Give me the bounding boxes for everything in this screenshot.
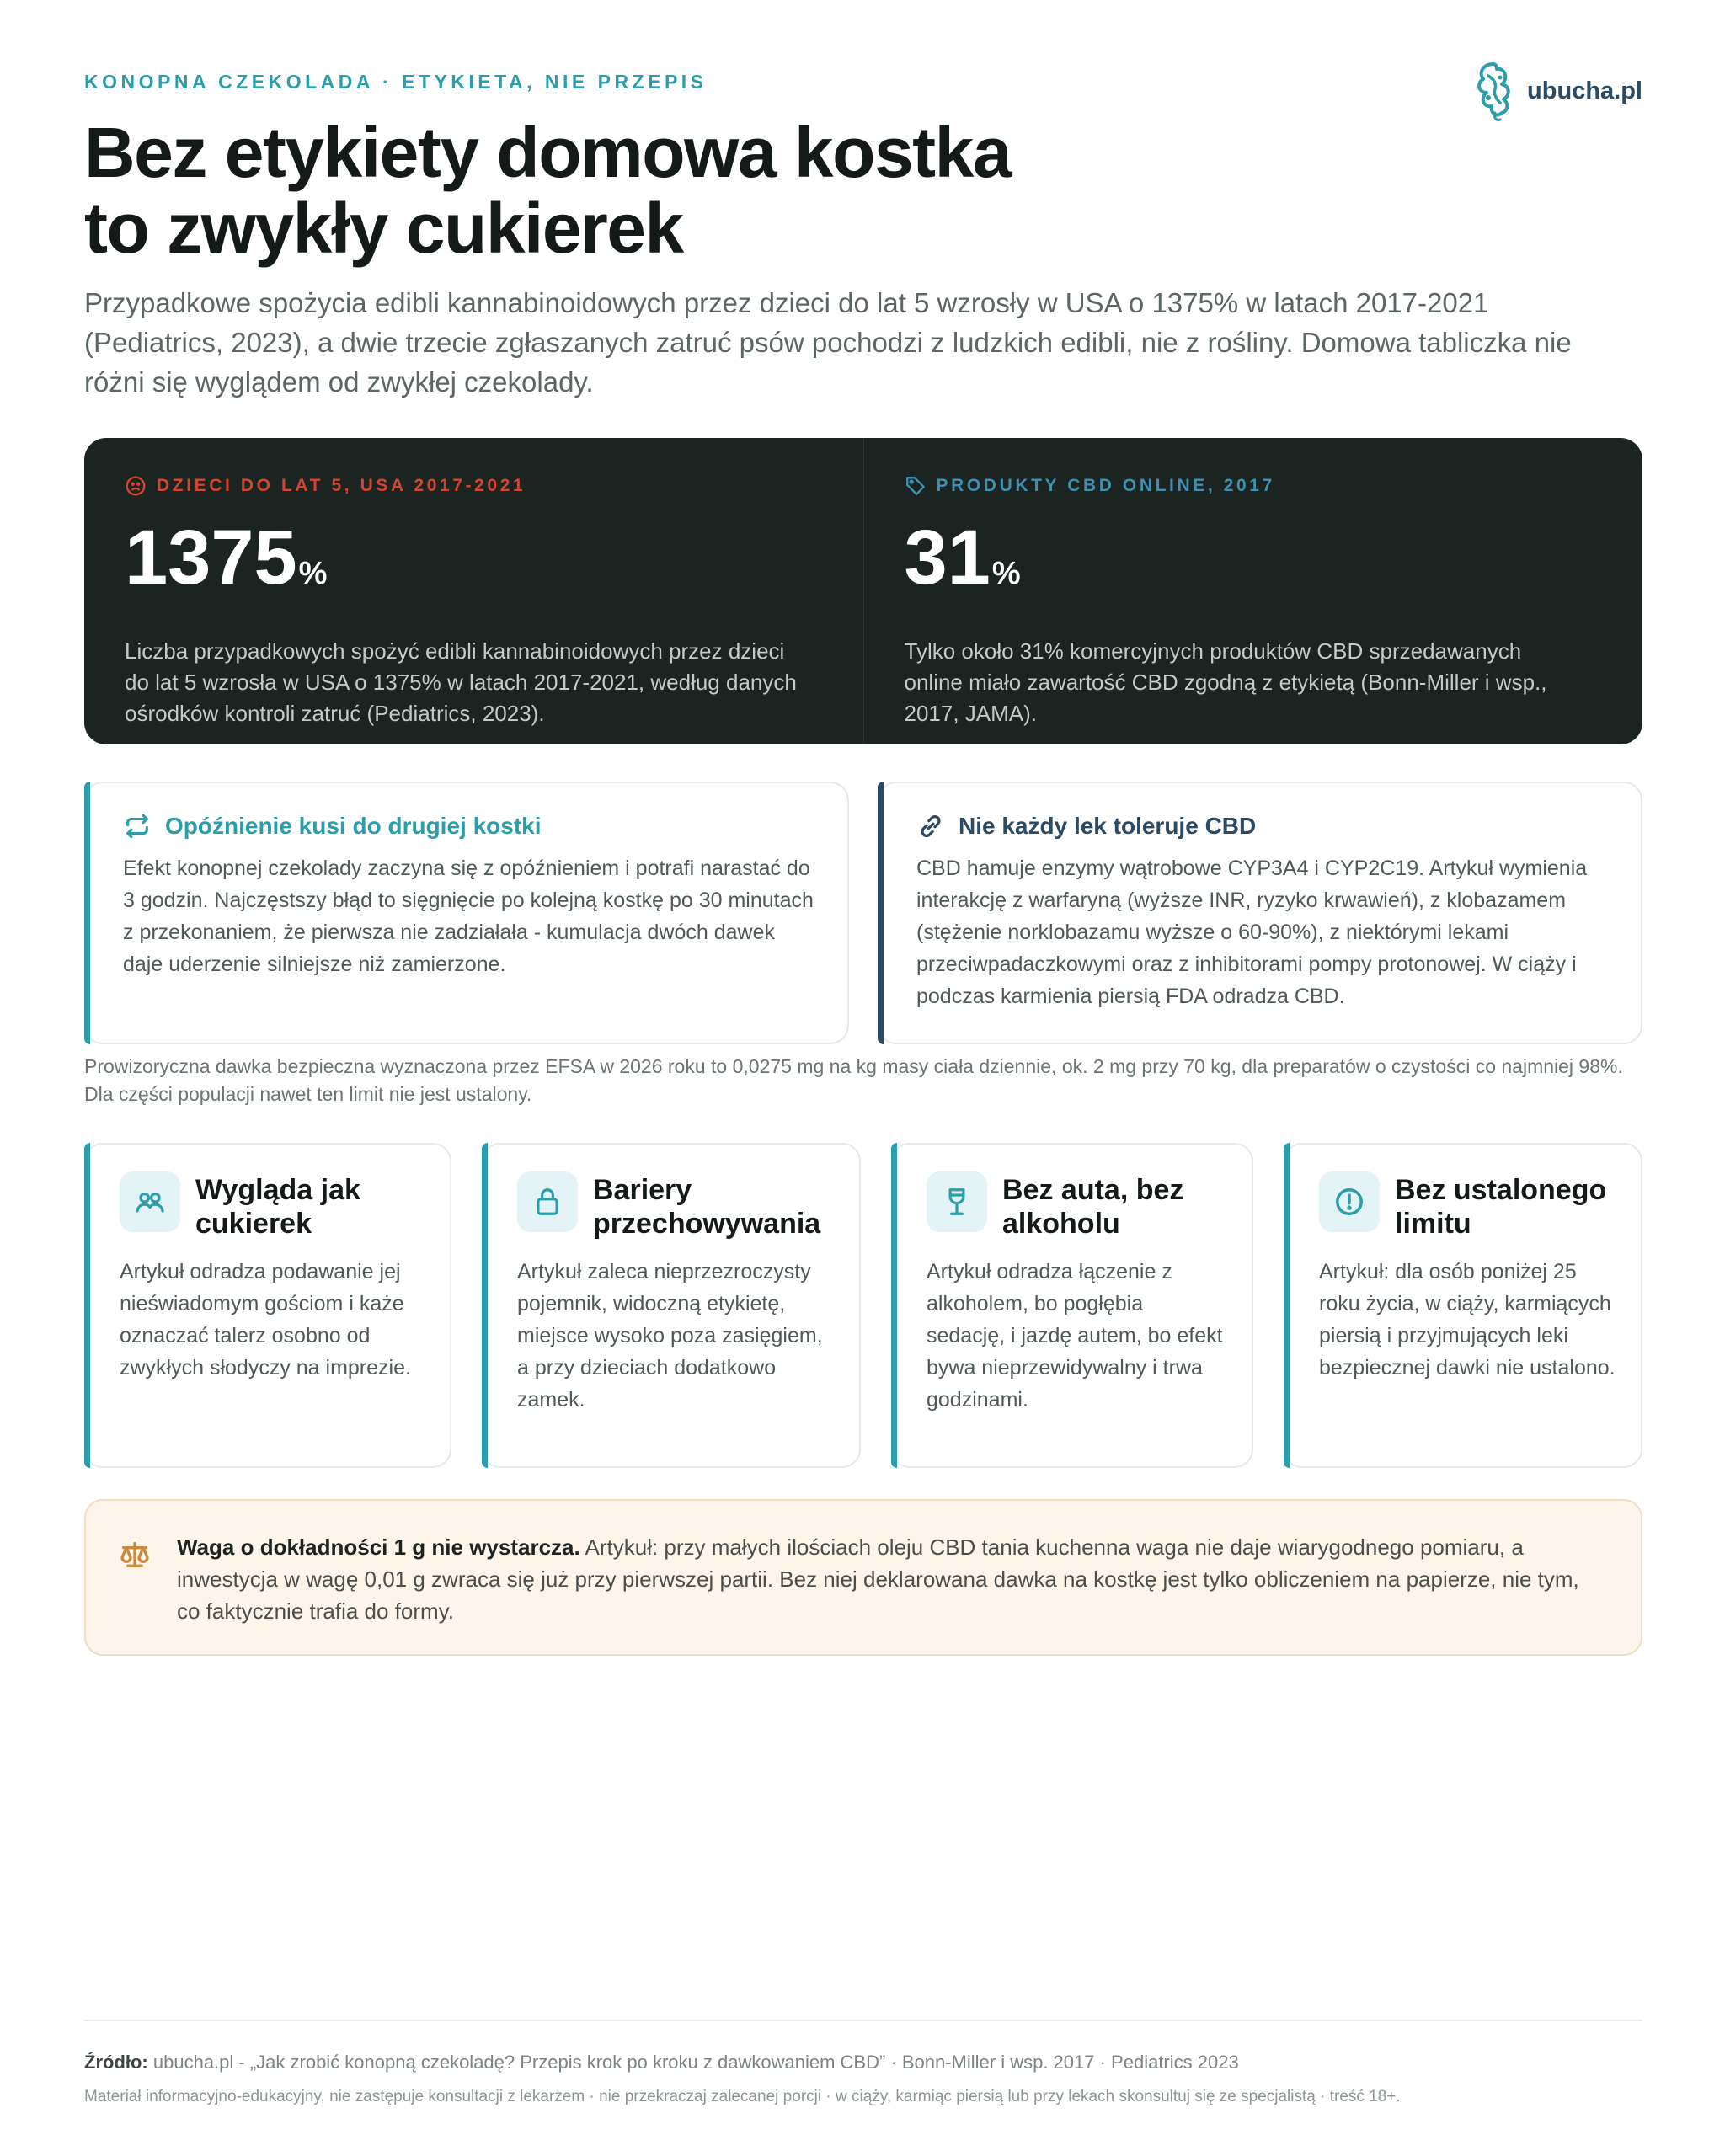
footer-divider: [84, 2020, 1642, 2021]
callout-text: Artykuł: przy małych ilościach oleju CBD tania kuchenna waga nie daje wiarygodnego pomiaru, a inwestycja w wagę 0,01 g zwraca się już przy pierwszej partii. Bez niej deklarowana dawka na kostkę jest tylko obliczeniem na papierze, nie tym, co faktycznie trafia do formy.: [177, 1534, 1579, 1624]
infographic-page: [84, 0, 1642, 2156]
disclaimer: Materiał informacyjno-edukacyjny, nie zastępuje konsultacji z lekarzem · nie przekraczaj zalecanej porcji · w ciąży, karmiąc piersią lub przy lekach skonsultuj się ze specjalistą · treść 18+.: [84, 2088, 1401, 2105]
stats-panel: [84, 438, 1642, 744]
card-delay: [84, 782, 849, 1044]
source-line: [84, 2052, 1239, 2073]
tile-title: Bez auta, bez alkoholu: [1002, 1174, 1184, 1240]
stat-value: [904, 515, 1605, 612]
stat-unit: %: [298, 556, 328, 591]
tile-looks-like-candy: [84, 1143, 451, 1468]
wine-glass-icon: [941, 1186, 973, 1218]
brand-logo[interactable]: [1471, 57, 1642, 125]
tile-icon-box: [120, 1171, 180, 1232]
tile-heading: [120, 1171, 425, 1241]
tile-storage-barriers: [482, 1143, 861, 1468]
tile-no-driving-alcohol: [891, 1143, 1253, 1468]
card-drug-interactions: [878, 782, 1642, 1044]
stat-number: 1375: [125, 515, 297, 600]
tile-text: Artykuł: dla osób poniżej 25 roku życia, w ciąży, karmiących piersią i przyjmujących leki bezpiecznej dawki nie ustalono.: [1319, 1260, 1616, 1380]
card-heading: [123, 812, 814, 841]
scale-icon: [118, 1538, 152, 1572]
card-title: Opóźnienie kusi do drugiej kostki: [165, 813, 542, 839]
tile-no-limit: [1284, 1143, 1642, 1468]
page-title: [84, 115, 1137, 266]
tile-title: Bez ustalonego limitu: [1395, 1174, 1607, 1240]
brand-name: ubucha.pl: [1527, 77, 1642, 104]
stat-unit: %: [991, 556, 1021, 591]
tile-title: Bariery przechowywania: [593, 1174, 821, 1240]
stat-number: 31: [904, 515, 991, 600]
card-text: CBD hamuje enzymy wątrobowe CYP3A4 i CYP2C19. Artykuł wymienia interakcję z warfaryną (wyższe INR, ryzyko krwawień), z klobazamem (stężenie norklobazamu wyższe o 60-90%), z niektórymi lekami przeciwpadaczkowymi oraz z inhibitorami pompy protonowej. W ciąży i podczas karmienia piersią FDA odradza CBD.: [916, 857, 1588, 1008]
callout-strong: Waga o dokładności 1 g nie wystarcza.: [177, 1534, 580, 1560]
card-text: Efekt konopnej czekolady zaczyna się z opóźnieniem i potrafi narastać do 3 godzin. Najczęstszy błąd to sięgnięcie po kolejną kostkę po 30 minutach z przekonaniem, że pierwsza nie zadziałała - kumulacja dwóch dawek daje uderzenie silniejsze niż zamierzone.: [123, 857, 814, 976]
tile-title: Wygląda jak cukierek: [195, 1174, 360, 1240]
exclamation-circle-icon: [1333, 1186, 1365, 1218]
stat-label-text: PRODUKTY CBD ONLINE, 2017: [936, 476, 1275, 495]
source-label: Źródło:: [84, 2052, 148, 2073]
alert-circle-icon: [125, 475, 147, 497]
tile-heading: [517, 1171, 834, 1241]
card-title: Nie każdy lek toleruje CBD: [959, 813, 1257, 839]
link-icon: [916, 812, 945, 841]
repeat-icon: [123, 812, 152, 841]
source-text: ubucha.pl - „Jak zrobić konopną czekoladę? Przepis krok po kroku z dawkowaniem CBD” · Bonn-Miller i wsp. 2017 · Pediatrics 2023: [147, 2052, 1239, 2073]
tile-icon-box: [1319, 1171, 1380, 1232]
stat-label: [905, 475, 1605, 497]
title-line-1: Bez etykiety domowa kostka: [84, 113, 1012, 192]
tile-icon-box: [517, 1171, 578, 1232]
stat-children: [84, 438, 863, 744]
card-heading: [916, 812, 1607, 841]
eyebrow: KONOPNA CZEKOLADA · ETYKIETA, NIE PRZEPIS: [84, 71, 708, 93]
lock-icon: [531, 1186, 563, 1218]
tag-icon: [905, 475, 927, 497]
tile-heading: [1319, 1171, 1616, 1241]
stat-label: [125, 475, 825, 497]
tile-icon-box: [927, 1171, 987, 1232]
lede-paragraph: Przypadkowe spożycia edibli kannabinoidowych przez dzieci do lat 5 wzrosły w USA o 1375% w latach 2017-2021 (Pediatrics, 2023), a dwie trzecie zgłaszanych zatruć psów pochodzi z ludzkich edibli, nie z rośliny. Domowa tabliczka nie różni się wyglądem od zwykłej czekolady.: [84, 287, 1572, 398]
scale-callout: [84, 1499, 1642, 1656]
kombucha-scoby-icon: [1471, 59, 1515, 123]
stat-label-text: DZIECI DO LAT 5, USA 2017-2021: [157, 476, 526, 495]
efsa-note: Prowizoryczna dawka bezpieczna wyznaczona przez EFSA w 2026 roku to 0,0275 mg na kg masy ciała dziennie, ok. 2 mg przy 70 kg, dla preparatów o czystości co najmniej 98%. Dla części populacji nawet ten limit nie jest ustalony.: [84, 1055, 1623, 1105]
title-line-2: to zwykły cukierek: [84, 189, 683, 268]
stat-value: [125, 515, 825, 612]
tile-text: Artykuł zaleca nieprzezroczysty pojemnik, widoczną etykietę, miejsce wysoko poza zasięgiem, a przy dzieciach dodatkowo zamek.: [517, 1260, 823, 1412]
users-icon: [134, 1186, 166, 1218]
stat-description: Liczba przypadkowych spożyć edibli kannabinoidowych przez dzieci do lat 5 wzrosła w USA o 1375% w latach 2017-2021, według danych ośrodków kontroli zatruć (Pediatrics, 2023).: [125, 638, 797, 726]
tile-heading: [927, 1171, 1226, 1241]
tile-text: Artykuł odradza łączenie z alkoholem, bo pogłębia sedację, i jazdę autem, bo efekt bywa nieprzewidywalny i trwa godzinami.: [927, 1260, 1223, 1412]
stat-cbd-online: [863, 438, 1643, 744]
tile-text: Artykuł odradza podawanie jej nieświadomym gościom i każe oznaczać talerz osobno od zwykłych słodyczy na imprezie.: [120, 1260, 411, 1380]
stat-description: Tylko około 31% komercyjnych produktów CBD sprzedawanych online miało zawartość CBD zgodną z etykietą (Bonn-Miller i wsp., 2017, JAMA).: [904, 638, 1547, 726]
